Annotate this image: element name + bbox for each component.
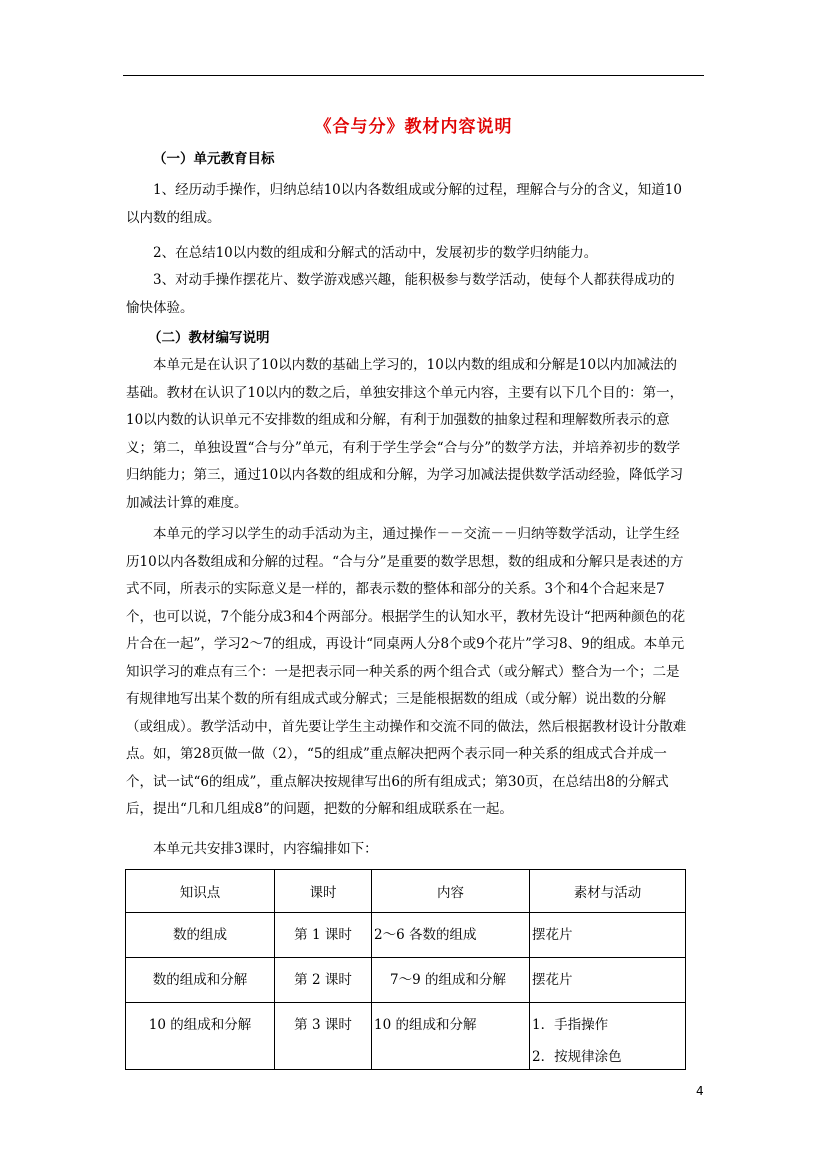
paragraph-3: 本单元共安排3课时，内容编排如下： — [153, 841, 378, 857]
table-row — [126, 913, 686, 958]
section1-heading: （一）单元教育目标 — [153, 151, 275, 167]
paragraph-2: 本单元的学习以学生的动手活动为主，通过操作－－交流－－归纳等数学活动，让学生经历10以内各数组成和分解的过程。“合与分”是重要的数学思想，数的组成和分解只是表述的方式不同，所表示的实际意义是一样的，都表示数的整体和部分的关系。3个和4个合起来是7个，也可以说，7个能分成3和4个两部分。根据学生的认知水平，教材先设计“把两种颜色的花片合在一起”，学习2～7的组成，再设计“同桌两人分8个或9个花片”学习8、9的组成。本单元知识学习的难点有三个：一是把表示同一种关系的两个组合式（或分解式）整合为一个；二是有规律地写出某个数的所有组成式或分解式；三是能根据数的组成（或分解）说出数的分解（或组成）。教学活动中，首先要让学生主动操作和交流不同的做法，然后根据教材设计分散难点。如，第28页做一做（2），“5的组成”重点解决把两个表示同一种关系的组成式合并成一个，试一试“6的组成”，重点解决按规律写出6的所有组成式；第30页，在总结出8的分解式后，提出“几和几组成8”的问题，把数的分解和组成联系在一起。 — [126, 526, 687, 817]
table-cell: 第 1 课时 — [294, 927, 352, 943]
document-title: 《合与分》教材内容说明 — [314, 117, 513, 137]
table-header: 内容 — [372, 870, 530, 913]
paragraph-1: 本单元是在认识了10以内数的基础上学习的，10以内数的组成和分解是10以内加减法的基础。教材在认识了10以内的数之后，单独安排这个单元内容，主要有以下几个目的：第一，10以内数的认识单元不安排数的组成和分解，有利于加强数的抽象过程和理解数所表示的意义；第二，单独设置“合与分”单元，有利于学生学会“合与分”的数学方法，并培养初步的数学归纳能力；第三，通过10以内各数的组成和分解，为学习加减法提供数学活动经验，降低学习加减法计算的难度。 — [126, 357, 684, 511]
table-cell: 摆花片 — [532, 927, 573, 943]
page-number: 4 — [696, 1084, 704, 1098]
table-cell: 2．按规律涂色 — [532, 1049, 622, 1065]
table-cell: 数的组成和分解 — [152, 972, 248, 988]
section2-heading: （二）教材编写说明 — [148, 330, 270, 346]
lesson-table — [125, 869, 686, 1070]
table-cell: 第 2 课时 — [294, 972, 352, 988]
goal-item-1: 1、经历动手操作，归纳总结10以内各数组成或分解的过程，理解合与分的含义，知道10以内数的组成。 — [126, 182, 682, 226]
table-header-row — [126, 870, 686, 913]
table-cell: 7～9 的组成和分解 — [390, 972, 506, 988]
table-row — [126, 1003, 686, 1070]
table-cell: 第 3 课时 — [294, 1017, 352, 1033]
table-cell: 数的组成 — [173, 927, 227, 943]
table-cell: 10 的组成和分解 — [374, 1017, 477, 1033]
table-cell: 2～6 各数的组成 — [374, 927, 477, 943]
table-cell: 摆花片 — [532, 972, 573, 988]
table-cell: 1．手指操作 — [532, 1017, 609, 1033]
table-header: 知识点 — [126, 870, 275, 913]
table-header: 素材与活动 — [530, 870, 686, 913]
header-rule — [123, 75, 704, 76]
goal-item-2: 2、在总结10以内数的组成和分解式的活动中，发展初步的数学归纳能力。 — [153, 245, 598, 261]
goal-item-3: 3、对动手操作摆花片、数学游戏感兴趣，能积极参与数学活动，使每个人都获得成功的愉快体验。 — [126, 272, 675, 316]
table-cell: 10 的组成和分解 — [148, 1017, 252, 1033]
table-header: 课时 — [275, 870, 372, 913]
table-row — [126, 958, 686, 1003]
